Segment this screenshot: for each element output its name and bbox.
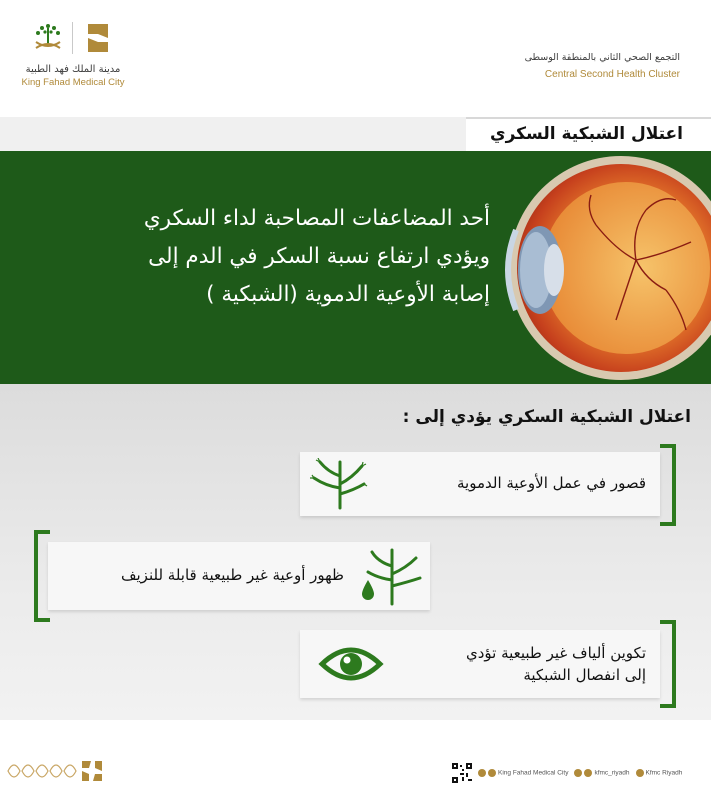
intro-line-2: ويؤدي ارتفاع نسبة السكر في الدم إلى bbox=[148, 244, 490, 269]
youtube-icon bbox=[488, 769, 496, 777]
effect-1-text: قصور في عمل الأوعية الدموية bbox=[457, 474, 646, 492]
effect-3-line-2: إلى انفصال الشبكية bbox=[523, 666, 646, 684]
card-1-bracket bbox=[660, 444, 676, 526]
card-3-bracket bbox=[660, 620, 676, 708]
footer-pattern-logo-icon bbox=[6, 757, 106, 785]
cluster-name-en: Central Second Health Cluster bbox=[544, 69, 680, 80]
cluster-block bbox=[480, 52, 690, 86]
effect-card-1 bbox=[300, 452, 660, 516]
intro-line-3: إصابة الأوعية الدموية (الشبكية ) bbox=[206, 282, 490, 307]
cluster-name-ar: التجمع الصحي الثاني بالمنطقة الوسطى bbox=[524, 52, 680, 63]
bleeding-vessel-icon bbox=[354, 548, 424, 606]
social-handle-label: kfmc_riyadh bbox=[594, 769, 630, 777]
kfmc-logo-block bbox=[8, 14, 138, 88]
blood-vessel-icon bbox=[306, 458, 368, 510]
eye-icon bbox=[318, 640, 384, 688]
effect-3-line-1: تكوين ألياف غير طبيعية تؤدي bbox=[465, 644, 646, 662]
facebook-icon bbox=[636, 769, 644, 777]
kfmc-logo-icon bbox=[30, 18, 120, 62]
web-icon bbox=[478, 769, 486, 777]
intro-text bbox=[30, 200, 490, 314]
title-tab bbox=[466, 117, 711, 151]
effect-card-2 bbox=[48, 542, 430, 610]
title-strip bbox=[0, 117, 466, 151]
effect-2-text: ظهور أوعية غير طبيعية قابلة للنزيف bbox=[120, 566, 344, 584]
social-website[interactable] bbox=[478, 769, 568, 777]
intro-line-1: أحد المضاعفات المصاحبة لداء السكري bbox=[143, 206, 490, 231]
kfmc-name-en: King Fahad Medical City bbox=[21, 77, 125, 88]
qr-code-icon[interactable] bbox=[452, 763, 472, 783]
page-title: اعتلال الشبكية السكري bbox=[489, 124, 683, 144]
footer-social-bar bbox=[452, 762, 682, 784]
effects-heading: اعتلال الشبكية السكري يؤدي إلى : bbox=[402, 407, 691, 427]
social-facebook-label: Kfmc Riyadh bbox=[645, 769, 683, 777]
card-2-bracket bbox=[34, 530, 50, 622]
social-website-label: King Fahad Medical City bbox=[498, 769, 569, 777]
instagram-icon bbox=[584, 769, 592, 777]
kfmc-name-ar: مدينة الملك فهد الطبية bbox=[25, 64, 121, 75]
social-handle[interactable] bbox=[574, 769, 629, 777]
social-facebook[interactable] bbox=[636, 769, 683, 777]
eye-anatomy-icon bbox=[496, 150, 711, 385]
twitter-icon bbox=[574, 769, 582, 777]
effect-card-3 bbox=[300, 630, 660, 698]
